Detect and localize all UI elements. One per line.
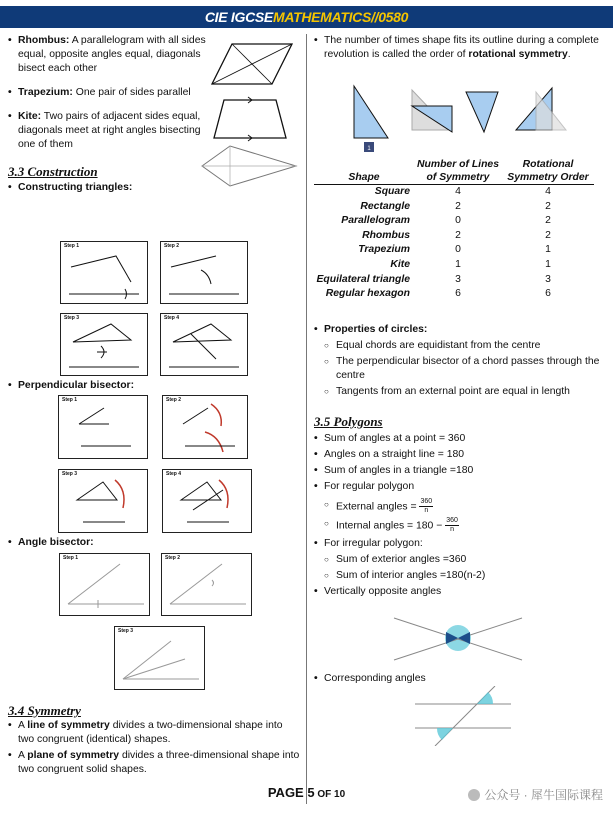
step-label: Step 2 [164, 243, 180, 249]
table-row [314, 214, 594, 229]
circle-property: ○ Equal chords are equidistant from the centre [314, 339, 606, 353]
cell-shape: Rhombus [362, 229, 410, 241]
table-row [314, 243, 594, 258]
perp-step-1 [58, 395, 148, 459]
text: A [18, 720, 28, 731]
kite-diagram [202, 146, 296, 186]
cell-lines: 2 [455, 200, 461, 212]
symmetry-section [8, 703, 300, 777]
kite-desc: Two pairs of adjacent sides equal, diagonals meet at right angles bisecting one of them [18, 111, 201, 150]
table-row [314, 287, 594, 302]
col-lines: Number of Lines of Symmetry [417, 159, 499, 183]
poly-point: • Sum of angles at a point = 360 [314, 432, 606, 446]
rotation-marker-label: 1 [367, 146, 371, 152]
cell-shape: Kite [390, 258, 410, 270]
quadrilateral-diagrams [200, 38, 300, 188]
table-row [314, 229, 594, 244]
step-label: Step 4 [166, 471, 182, 477]
circle-property: ○ Tangents from an external point are equal in length [314, 385, 606, 399]
cell-shape: Parallelogram [341, 215, 410, 227]
cell-lines: 6 [455, 288, 461, 300]
polygons-section [314, 414, 606, 599]
plane-of-symmetry-term: plane of symmetry [27, 750, 120, 761]
int-fraction [445, 517, 459, 534]
kite-term: Kite: [18, 111, 42, 122]
rhombus-desc: A parallelogram with all sides equal, opposite angles equal, diagonals bisect each other [18, 35, 206, 74]
step-label: Step 3 [118, 628, 134, 634]
text: The number of times shape fits its outline during a complete revolution is called the order of [324, 35, 599, 60]
poly-irregular: • For irregular polygon: [314, 537, 606, 551]
int-label: Internal angles = 180 − [336, 520, 443, 532]
triangle-step-2 [160, 241, 248, 304]
cell-shape: Rectangle [360, 200, 410, 212]
perp-bisector-label: • Perpendicular bisector: [8, 379, 134, 393]
rotational-symmetry [314, 34, 606, 62]
angle-step-1 [59, 553, 150, 616]
poly-triangle: • Sum of angles in a triangle =180 [314, 464, 606, 478]
cell-lines: 2 [455, 229, 461, 241]
col-shape: Shape [348, 172, 380, 183]
cell-order: 6 [545, 288, 551, 300]
rotation-triangle-2 [412, 90, 452, 132]
external-angles [314, 498, 606, 515]
angle-step-2 [161, 553, 252, 616]
num: 360 [420, 498, 433, 505]
perp-step-4 [162, 469, 252, 533]
column-divider [306, 34, 307, 804]
watermark-text: 公众号 · 犀牛国际课程 [484, 788, 603, 802]
perp-step-2 [162, 395, 248, 459]
cell-shape: Equilateral triangle [316, 273, 410, 285]
cell-order: 1 [545, 244, 551, 256]
circles-title: • Properties of circles: [314, 323, 606, 337]
perp-step-3 [58, 469, 148, 533]
table-row [314, 273, 594, 288]
right-column [314, 34, 606, 62]
cell-lines: 3 [455, 273, 461, 285]
ext-fraction [419, 498, 433, 515]
angle-bisector-label-wrap [8, 536, 94, 550]
angle-bisector-label: • Angle bisector: [8, 536, 94, 550]
step-label: Step 4 [164, 315, 180, 321]
text: . [567, 49, 571, 60]
step-label: Step 2 [165, 555, 181, 561]
angle-step-3 [114, 626, 205, 690]
table-header-row [314, 158, 594, 185]
line-of-symmetry-term: line of symmetry [27, 720, 110, 731]
cell-order: 1 [545, 258, 551, 270]
cell-shape: Trapezium [358, 244, 410, 256]
triangle-step-4 [160, 313, 248, 376]
step-label: Step 1 [63, 555, 79, 561]
poly-regular: • For regular polygon [314, 480, 606, 494]
cell-order: 2 [545, 229, 551, 241]
table-row [314, 258, 594, 273]
corresponding-angles-diagram [415, 686, 515, 746]
poly-line: • Angles on a straight line = 180 [314, 448, 606, 462]
rhombus-term: Rhombus: [18, 35, 70, 46]
line-of-symmetry [8, 719, 300, 747]
polygons-heading: 3.5 Polygons [314, 414, 383, 429]
cell-order: 2 [545, 200, 551, 212]
perp-bisector-label-wrap [8, 379, 134, 393]
cell-lines: 1 [455, 258, 461, 270]
internal-angles [314, 517, 606, 534]
corresponding-wrap [314, 672, 426, 686]
den: n [424, 507, 429, 514]
step-label: Step 3 [64, 315, 80, 321]
trapezium-desc: One pair of sides parallel [72, 87, 191, 98]
step-label: Step 1 [64, 243, 80, 249]
page-header [0, 6, 613, 28]
trapezium-diagram [214, 97, 286, 141]
header-course: CIE IGCSE [204, 9, 273, 25]
cell-order: 4 [545, 186, 551, 197]
text: divides a two-dimensional shape into two congruent (identical) shapes. [18, 720, 283, 745]
circle-property: ○ The perpendicular bisector of a chord passes through the centre [314, 355, 606, 383]
cell-order: 3 [545, 273, 551, 285]
header-subject: MATHEMATICS//0580 [272, 9, 409, 25]
symmetry-table-wrap [314, 158, 594, 302]
kite-item [8, 110, 208, 152]
symmetry-table [314, 158, 594, 302]
step-label: Step 1 [62, 397, 78, 403]
symmetry-heading: 3.4 Symmetry [8, 703, 81, 718]
vertically-opposite-diagram [392, 610, 532, 666]
page-number: PAGE 5 [267, 785, 315, 800]
irr-exterior: ○ Sum of exterior angles =360 [314, 553, 606, 567]
construction-heading: 3.3 Construction [8, 164, 98, 179]
rotation-triangle-4 [516, 88, 566, 130]
rotation-diagrams [340, 82, 580, 160]
plane-of-symmetry [8, 749, 300, 777]
watermark [468, 786, 603, 803]
step-label: Step 3 [62, 471, 78, 477]
table-row [314, 200, 594, 215]
rotation-triangle-1 [354, 86, 388, 152]
page-total: OF 10 [314, 789, 346, 800]
rotation-triangle-3 [466, 92, 498, 132]
text: divides a three-dimensional shape into two congruent solid shapes. [18, 750, 300, 775]
cell-lines: 0 [455, 215, 461, 227]
constructing-triangles-label: • Constructing triangles: [8, 181, 300, 195]
rotational-symmetry-term: rotational symmetry [468, 49, 568, 60]
col-order: Rotational Symmetry Order [507, 159, 589, 183]
triangle-step-1 [60, 241, 148, 304]
table-row [314, 185, 594, 200]
corresponding-angles: • Corresponding angles [314, 672, 426, 686]
cell-lines: 0 [455, 244, 461, 256]
rhombus-item [8, 34, 208, 76]
den: n [450, 526, 454, 533]
cell-shape: Regular hexagon [325, 288, 410, 300]
ext-label: External angles = [336, 501, 417, 513]
cell-order: 2 [545, 215, 551, 227]
vertical-angles: • Vertically opposite angles [314, 585, 606, 599]
num: 360 [446, 517, 458, 524]
text: A [18, 750, 28, 761]
cell-shape: Square [374, 186, 410, 197]
step-label: Step 2 [166, 397, 182, 403]
trapezium-term: Trapezium: [18, 87, 73, 98]
trapezium-item [8, 86, 208, 100]
cell-lines: 4 [455, 186, 461, 197]
triangle-step-3 [60, 313, 148, 376]
circles-section [314, 323, 606, 399]
rhombus-diagram [212, 44, 292, 84]
wechat-icon [468, 789, 480, 801]
irr-interior: ○ Sum of interior angles =180(n-2) [314, 569, 606, 583]
